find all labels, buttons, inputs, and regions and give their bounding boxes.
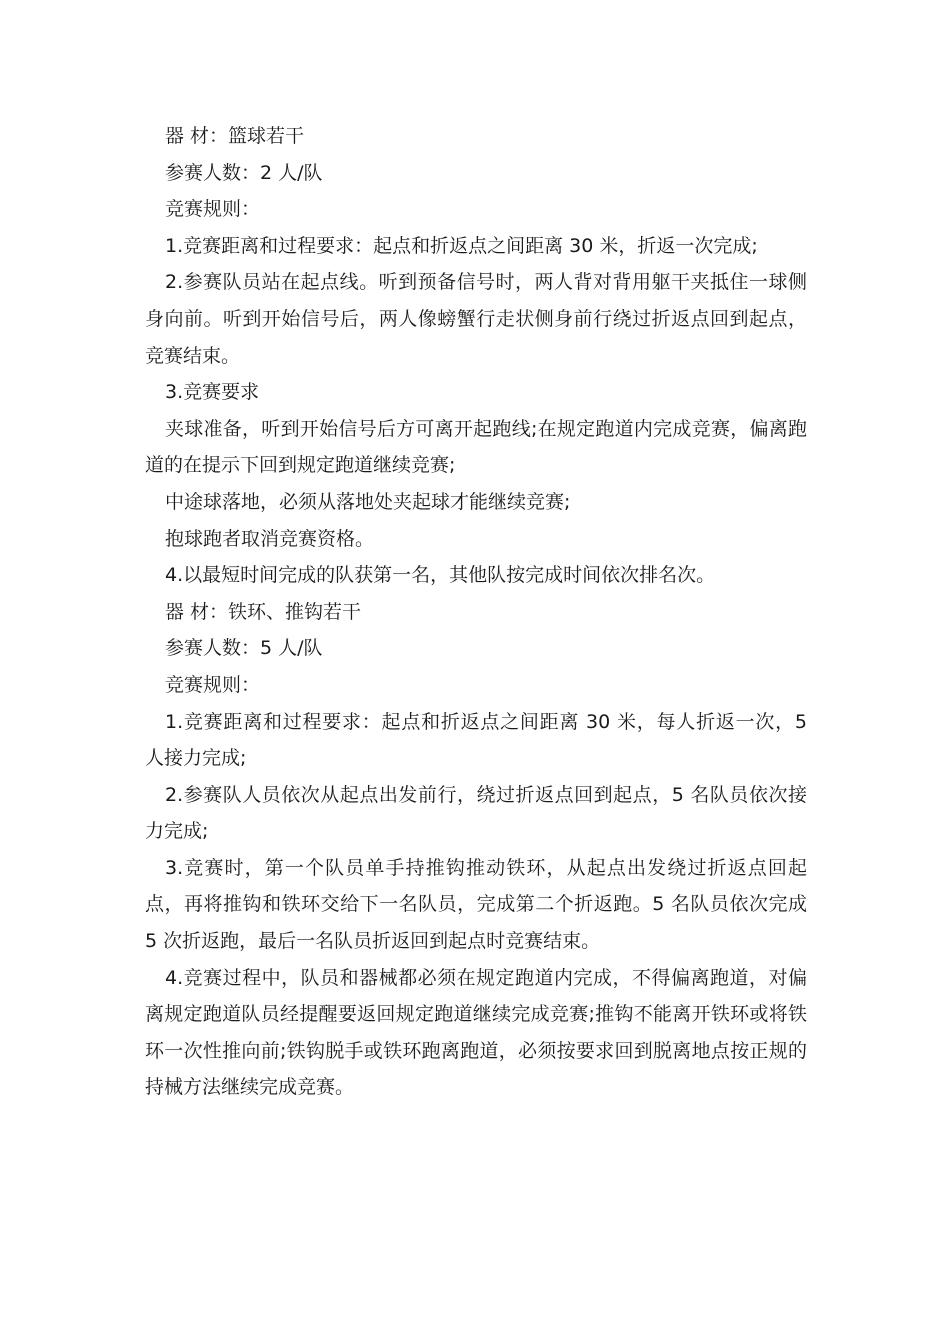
rule-1-3-detail-a: 夹球准备，听到开始信号后方可离开起跑线;在规定跑道内完成竞赛，偏离跑道的在提示下回到规定跑道继续竞赛; [145,417,807,477]
participants-line-2: 参赛人数：5 人/队 [165,637,323,660]
rule-2-4: 4.竞赛过程中，队员和器械都必须在规定跑道内完成，不得偏离跑道，对偏离规定跑道队员经提醒要返回规定跑道继续完成竞赛;推钩不能离开铁环或将铁环一次性推向前;铁钩脱手或铁环跑离跑道，必须按要求回到脱离地点按正规的持械方法继续完成竞赛。 [145,966,807,1099]
rule-2-1: 1.竞赛距离和过程要求：起点和折返点之间距离 30 米，每人折返一次，5 人接力完成; [145,710,807,770]
equipment-line-2: 器 材：铁环、推钩若干 [165,600,362,623]
rule-2-3: 3.竞赛时，第一个队员单手持推钩推动铁环，从起点出发绕过折返点回起点，再将推钩和铁环交给下一名队员，完成第二个折返跑。5 名队员依次完成 5 次折返跑，最后一名队员折返回到起点时竞赛结束。 [145,856,807,953]
rule-1-3-detail-c: 抱球跑者取消竞赛资格。 [165,527,375,550]
rule-1-3-detail-b: 中途球落地，必须从落地处夹起球才能继续竞赛; [165,490,571,513]
rules-heading-1: 竞赛规则： [165,198,261,221]
document-body [145,118,807,1106]
rule-1-3: 3.竞赛要求 [165,381,260,404]
participants-line-1: 参赛人数：2 人/队 [165,161,323,184]
rule-1-1: 1.竞赛距离和过程要求：起点和折返点之间距离 30 米，折返一次完成; [165,234,758,257]
rule-2-2: 2.参赛队人员依次从起点出发前行，绕过折返点回到起点，5 名队员依次接力完成; [145,783,807,843]
rules-heading-2: 竞赛规则： [165,673,261,696]
equipment-line-1: 器 材：篮球若干 [165,125,305,147]
rule-1-2: 2.参赛队员站在起点线。听到预备信号时，两人背对背用躯干夹抵住一球侧身向前。听到开始信号后，两人像螃蟹行走状侧身前行绕过折返点回到起点，竞赛结束。 [145,271,807,367]
rule-1-4: 4.以最短时间完成的队获第一名，其他队按完成时间依次排名次。 [165,564,716,587]
